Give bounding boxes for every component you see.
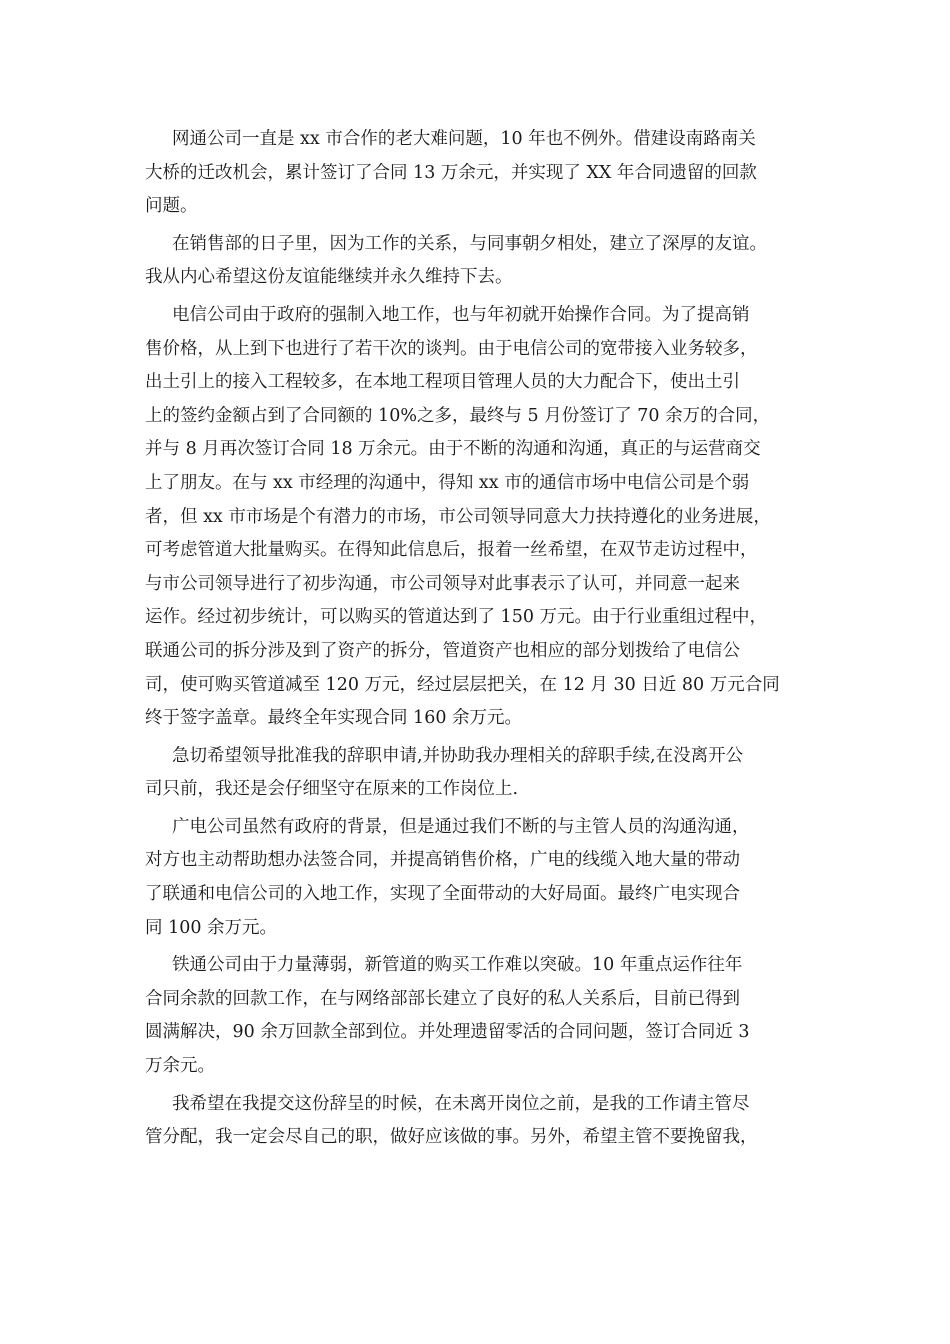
text-line: 急切希望领导批准我的辞职申请,并协助我办理相关的辞职手续,在没离开公 — [172, 745, 744, 766]
text-line: 联通公司的拆分涉及到了资产的拆分，管道资产也相应的部分划拨给了电信公 — [145, 640, 740, 661]
text-line: 并与 8 月再次签订合同 18 万余元。由于不断的沟通和沟通，真正的与运营商交 — [145, 439, 761, 460]
text-line: 管分配，我一定会尽自己的职，做好应该做的事。另外，希望主管不要挽留我， — [145, 1127, 758, 1148]
text-line: 司，使可购买管道减至 120 万元，经过层层把关，在 12 月 30 日近 80 万元合同 — [145, 674, 780, 695]
text-line: 终于签字盖章。最终全年实现合同 160 余万元。 — [145, 708, 523, 729]
text-line: 出土引上的接入工程较多，在本地工程项目管理人员的大力配合下，使出土引 — [145, 372, 740, 393]
paragraph-resignation-request — [145, 740, 825, 807]
text-line: 我从内心希望这份友谊能继续并永久维持下去。 — [145, 267, 513, 288]
text-line: 电信公司由于政府的强制入地工作，也与年初就开始操作合同。为了提高销 — [172, 304, 750, 325]
text-line: 广电公司虽然有政府的背景，但是通过我们不断的与主管人员的沟通沟通， — [172, 816, 750, 837]
text-line: 圆满解决，90 余万回款全部到位。并处理遗留零活的合同问题，签订合同近 3 — [145, 1022, 750, 1043]
text-line: 运作。经过初步统计，可以购买的管道达到了 150 万元。由于行业重组过程中， — [145, 607, 768, 628]
text-line: 大桥的迁改机会，累计签订了合同 13 万余元，并实现了 XX 年合同遗留的回款 — [145, 162, 757, 183]
paragraph-friendship — [145, 228, 825, 295]
paragraph-dianxin — [145, 299, 825, 736]
text-line: 司只前，我还是会仔细坚守在原来的工作岗位上. — [145, 779, 519, 800]
paragraph-tietong — [145, 949, 825, 1083]
text-line: 上的签约金额占到了合同额的 10%之多，最终与 5 月份签订了 70 余万的合同， — [145, 405, 771, 426]
document-body — [145, 123, 825, 1159]
text-line: 同 100 余万元。 — [145, 917, 278, 938]
text-line: 上了朋友。在与 xx 市经理的沟通中，得知 xx 市的通信市场中电信公司是个弱 — [145, 472, 750, 493]
text-line: 问题。 — [145, 196, 198, 217]
text-line: 可考虑管道大批量购买。在得知此信息后，报着一丝希望，在双节走访过程中， — [145, 540, 758, 561]
text-line: 铁通公司由于力量薄弱，新管道的购买工作难以突破。10 年重点运作往年 — [172, 955, 743, 976]
text-line: 在销售部的日子里，因为工作的关系，与同事朝夕相处，建立了深厚的友谊。 — [172, 233, 767, 254]
text-line: 我希望在我提交这份辞呈的时候，在未离开岗位之前，是我的工作请主管尽 — [172, 1093, 750, 1114]
text-line: 万余元。 — [145, 1056, 215, 1077]
text-line: 了联通和电信公司的入地工作，实现了全面带动的大好局面。最终广电实现合 — [145, 884, 740, 905]
text-line: 售价格，从上到下也进行了若干次的谈判。由于电信公司的宽带接入业务较多， — [145, 338, 758, 359]
text-line: 者，但 xx 市市场是个有潜力的市场，市公司领导同意大力扶持遵化的业务进展， — [145, 506, 771, 527]
text-line: 合同余款的回款工作，在与网络部部长建立了良好的私人关系后，目前已得到 — [145, 988, 740, 1009]
paragraph-guangdian — [145, 811, 825, 945]
text-line: 网通公司一直是 xx 市合作的老大难问题，10 年也不例外。借建设南路南关 — [172, 129, 756, 149]
paragraph-wangtong — [145, 123, 825, 224]
text-line: 对方也主动帮助想办法签合同，并提高销售价格，广电的线缆入地大量的带动 — [145, 850, 740, 871]
text-line: 与市公司领导进行了初步沟通，市公司领导对此事表示了认可，并同意一起来 — [145, 573, 740, 594]
paragraph-closing — [145, 1088, 825, 1155]
